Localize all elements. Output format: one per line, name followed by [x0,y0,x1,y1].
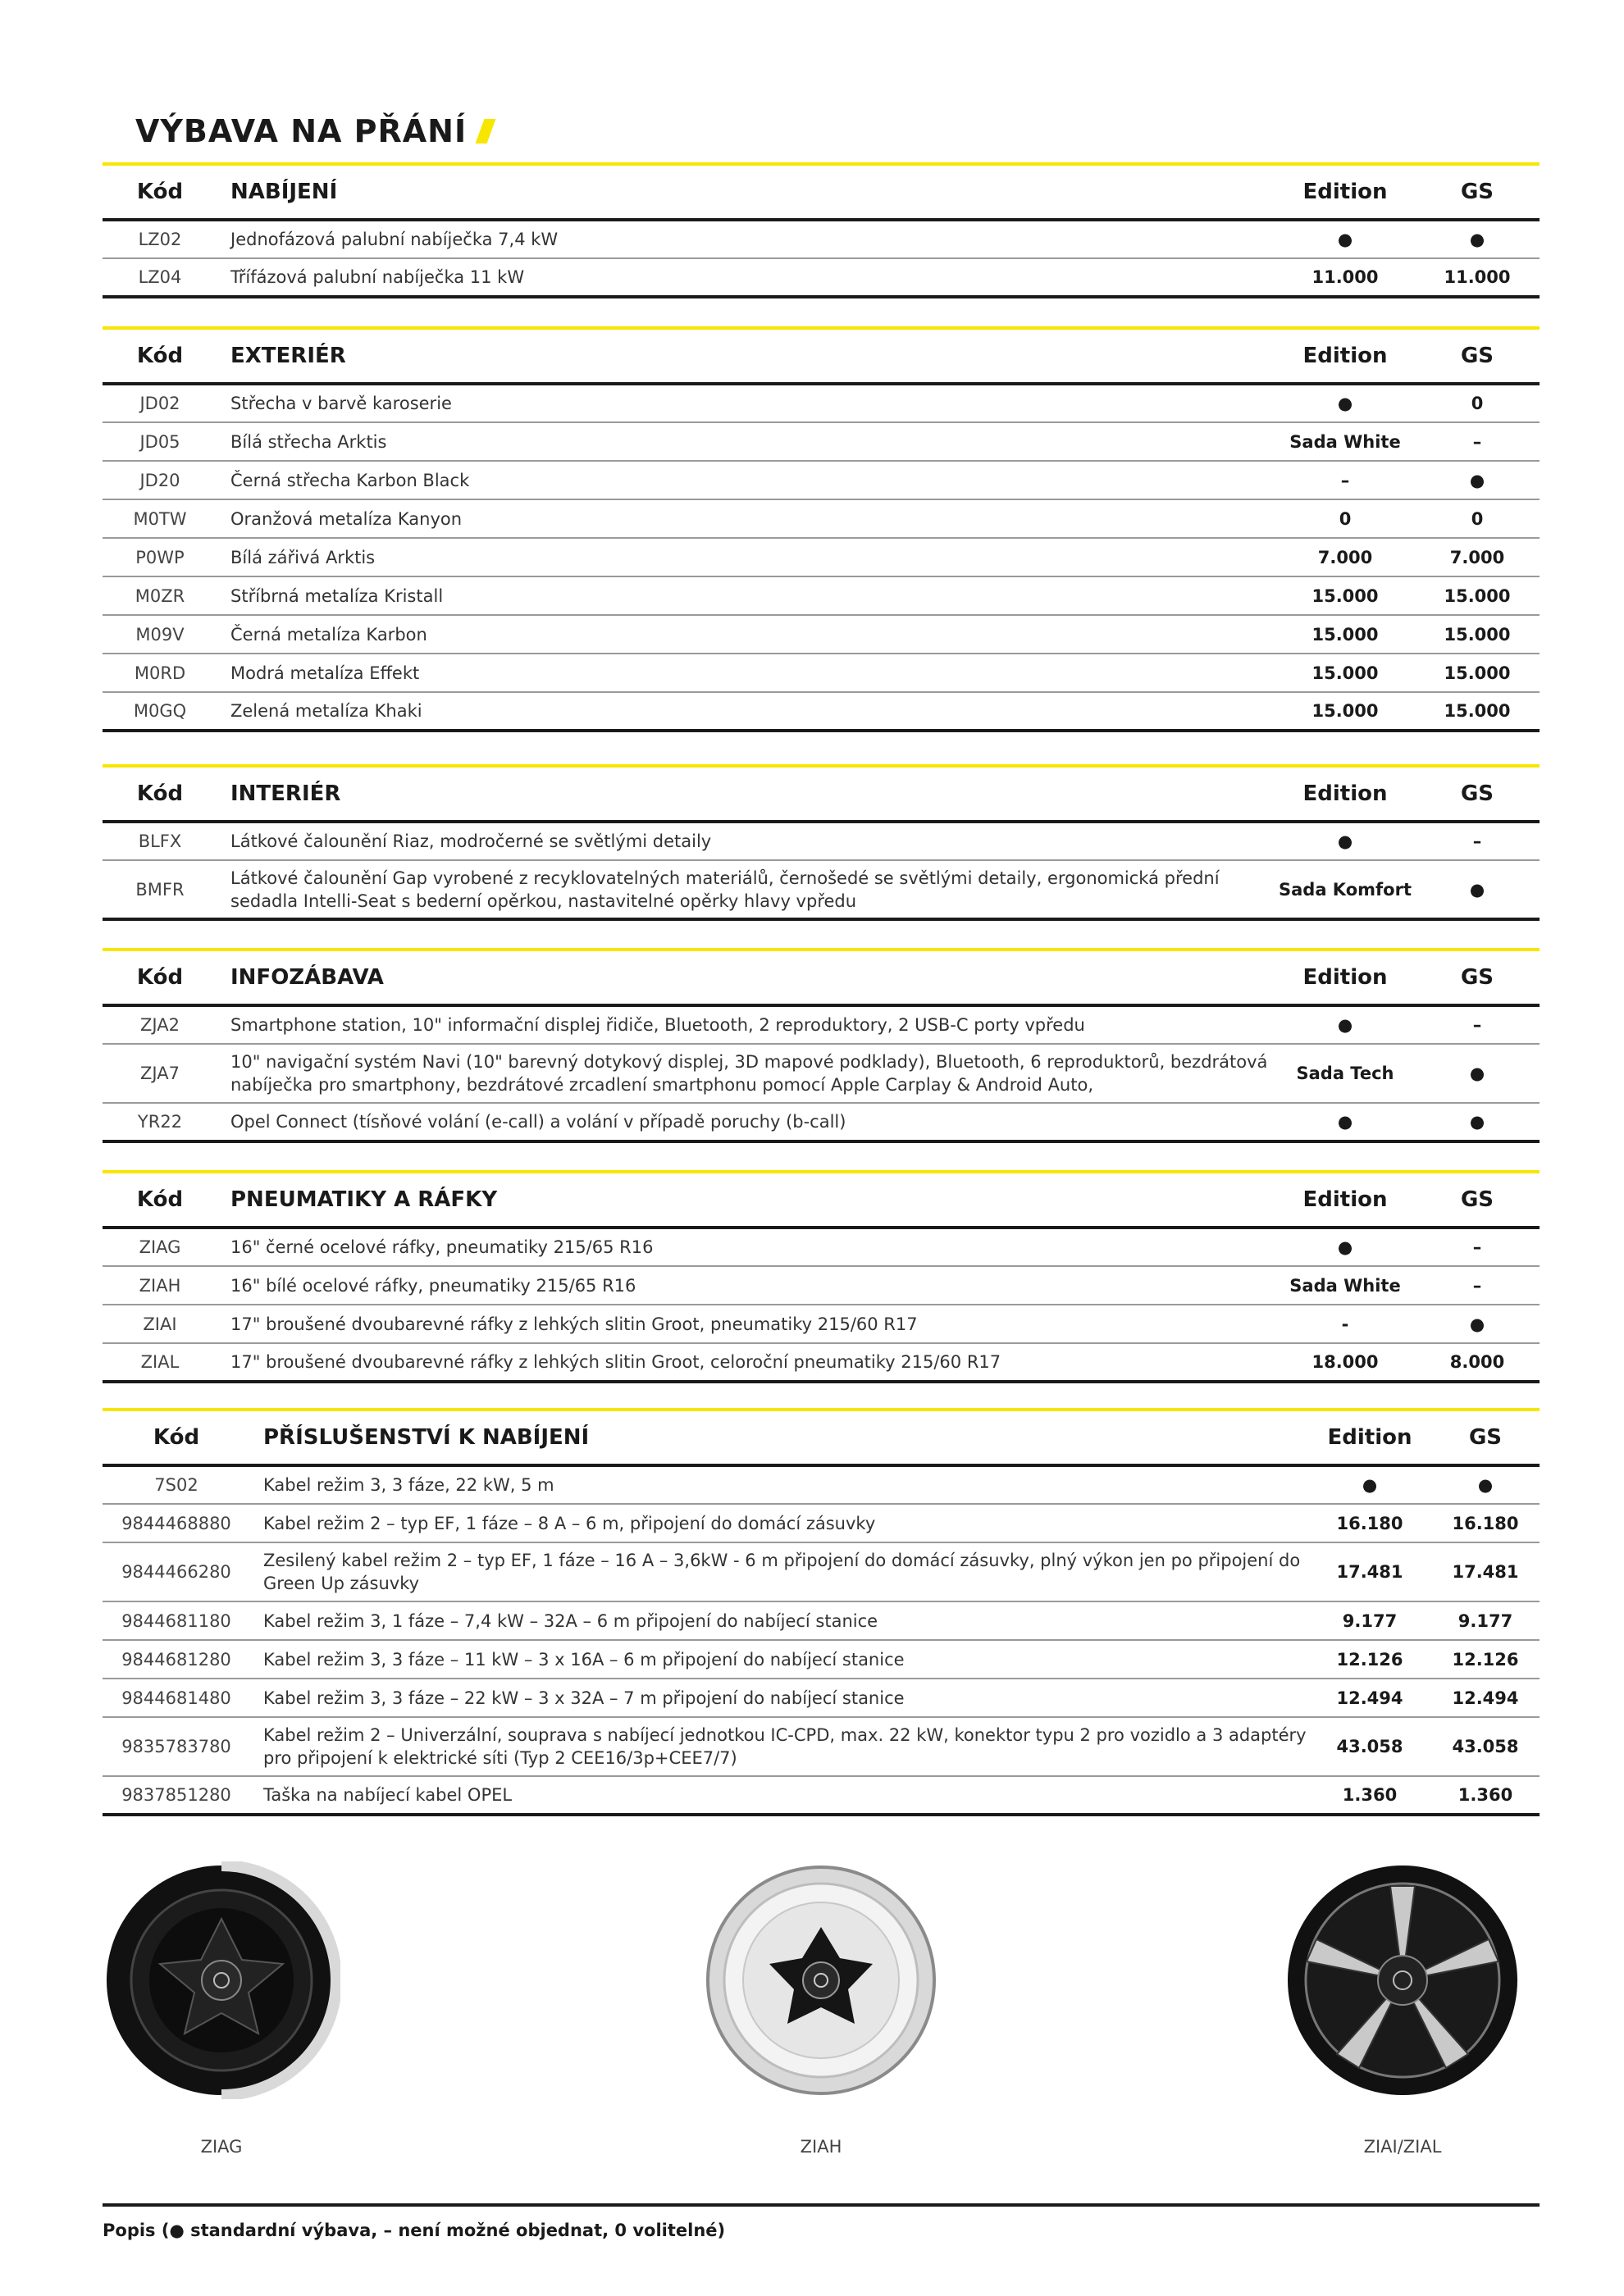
legend-note: Popis (● standardní výbava, – není možné objednat, 0 volitelné) [103,2221,726,2240]
table-row [103,860,1540,919]
gs-value: 0 [1415,499,1540,538]
options-table [103,330,1540,732]
gs-value: ● [1415,1044,1540,1103]
options-table [103,1173,1540,1383]
table-row [103,1103,1540,1141]
gs-value: 9.177 [1431,1601,1540,1640]
edition-value: ● [1275,1228,1415,1266]
gs-value: 15.000 [1415,692,1540,731]
option-code: M0TW [103,499,217,538]
column-header-gs: GS [1415,330,1540,384]
option-code: 9837851280 [103,1776,250,1815]
table-row [103,538,1540,576]
option-description: Bílá zářivá Arktis [217,538,1275,576]
table-row [103,1504,1540,1542]
option-code: M0RD [103,654,217,692]
section-heading: INFOZÁBAVA [217,951,1275,1005]
table-row [103,1343,1540,1382]
column-header-code: Kód [103,166,217,220]
option-description: Kabel režim 3, 1 fáze – 7,4 kW – 32A – 6 m připojení do nabíjecí stanice [250,1601,1308,1640]
wheel-label: ZIAI/ZIAL [1363,2137,1442,2157]
edition-value: 15.000 [1275,692,1415,731]
black-steel-wheel-icon [103,1861,340,2099]
column-header-code: Kód [103,768,217,822]
option-code: 7S02 [103,1465,250,1504]
gs-value: ● [1431,1465,1540,1504]
table-row [103,384,1540,422]
section-prislusenstvi [103,1408,1540,1816]
table-row [103,1640,1540,1679]
option-description: 17" broušené dvoubarevné ráfky z lehkých slitin Groot, celoroční pneumatiky 215/60 R17 [217,1343,1275,1382]
page-title: VÝBAVA NA PŘÁNÍ [135,113,491,149]
option-code: M0ZR [103,576,217,615]
option-code: BMFR [103,860,217,919]
table-header-row [103,166,1540,220]
edition-value: ● [1275,384,1415,422]
column-header-edition: Edition [1308,1411,1431,1465]
column-header-code: Kód [103,951,217,1005]
gs-value: – [1415,1005,1540,1044]
table-row [103,1228,1540,1266]
title-slash-icon [476,119,496,144]
wheel-label: ZIAH [800,2137,842,2157]
section-heading: NABÍJENÍ [217,166,1275,220]
gs-value: 12.494 [1431,1679,1540,1717]
gs-value: ● [1415,461,1540,499]
white-steel-wheel-icon [702,1861,940,2099]
options-table [103,768,1540,921]
edition-value: 9.177 [1308,1601,1431,1640]
table-header-row [103,330,1540,384]
option-description: Opel Connect (tísňové volání (e-call) a volání v případě poruchy (b-call) [217,1103,1275,1141]
column-header-gs: GS [1431,1411,1540,1465]
edition-value: – [1275,461,1415,499]
option-code: JD02 [103,384,217,422]
edition-value: 15.000 [1275,576,1415,615]
column-header-edition: Edition [1275,330,1415,384]
table-header-row [103,1173,1540,1228]
gs-value: – [1415,1266,1540,1305]
gs-value: 17.481 [1431,1542,1540,1601]
table-row [103,1005,1540,1044]
edition-value: - [1275,1305,1415,1343]
option-description: Taška na nabíjecí kabel OPEL [250,1776,1308,1815]
table-header-row [103,951,1540,1005]
option-description: Látkové čalounění Gap vyrobené z recyklovatelných materiálů, černošedé se světlými detaily, ergonomická přední sedadla Intelli-Seat s bederní opěrkou, nastavitelné opěrky hlavy vpředu [217,860,1275,919]
option-code: JD05 [103,422,217,461]
gs-value: ● [1415,1305,1540,1343]
column-header-gs: GS [1415,1173,1540,1228]
options-table [103,1411,1540,1816]
edition-value: ● [1275,220,1415,258]
option-code: 9844466280 [103,1542,250,1601]
section-nabijeni [103,162,1540,298]
column-header-gs: GS [1415,951,1540,1005]
table-header-row [103,768,1540,822]
table-row [103,654,1540,692]
option-description: Třífázová palubní nabíječka 11 kW [217,258,1275,297]
table-row [103,576,1540,615]
option-code: 9844681180 [103,1601,250,1640]
table-row [103,258,1540,297]
edition-value: 12.494 [1308,1679,1431,1717]
edition-value: 17.481 [1308,1542,1431,1601]
table-row [103,1776,1540,1815]
gs-value: 15.000 [1415,654,1540,692]
column-header-edition: Edition [1275,768,1415,822]
edition-value: ● [1275,1103,1415,1141]
table-row [103,1465,1540,1504]
wheel-label: ZIAG [200,2137,243,2157]
table-row [103,1542,1540,1601]
gs-value: – [1415,822,1540,860]
edition-value: 11.000 [1275,258,1415,297]
gs-value: 12.126 [1431,1640,1540,1679]
option-description: 10" navigační systém Navi (10" barevný dotykový displej, 3D mapové podklady), Bluetooth, 6 reproduktorů, bezdrátová nabíječka pro smartphony, bezdrátové zrcadlení smartphonu pomocí Apple Carplay & Android Auto, [217,1044,1275,1103]
table-row [103,220,1540,258]
option-description: Jednofázová palubní nabíječka 7,4 kW [217,220,1275,258]
option-code: ZIAH [103,1266,217,1305]
gs-value: 16.180 [1431,1504,1540,1542]
section-heading: PNEUMATIKY A RÁFKY [217,1173,1275,1228]
option-description: Černá metalíza Karbon [217,615,1275,654]
section-interier [103,764,1540,921]
option-code: M09V [103,615,217,654]
option-description: Kabel režim 3, 3 fáze, 22 kW, 5 m [250,1465,1308,1504]
column-header-gs: GS [1415,768,1540,822]
edition-value: 15.000 [1275,654,1415,692]
gs-value: 11.000 [1415,258,1540,297]
edition-value: Sada Tech [1275,1044,1415,1103]
column-header-edition: Edition [1275,951,1415,1005]
option-code: LZ04 [103,258,217,297]
option-description: Stříbrná metalíza Kristall [217,576,1275,615]
gs-value: ● [1415,1103,1540,1141]
option-code: P0WP [103,538,217,576]
footer-divider [103,2203,1540,2207]
option-code: ZIAG [103,1228,217,1266]
option-description: Černá střecha Karbon Black [217,461,1275,499]
option-description: Kabel režim 3, 3 fáze – 22 kW – 3 x 32A – 7 m připojení do nabíjecí stanice [250,1679,1308,1717]
options-table [103,166,1540,298]
table-row [103,422,1540,461]
wheel-item-ziah [702,1861,940,2157]
option-code: ZIAL [103,1343,217,1382]
edition-value: 15.000 [1275,615,1415,654]
table-row [103,1266,1540,1305]
option-description: Kabel režim 2 – typ EF, 1 fáze – 8 A – 6 m, připojení do domácí zásuvky [250,1504,1308,1542]
table-row [103,692,1540,731]
table-row [103,1601,1540,1640]
gs-value: – [1415,422,1540,461]
option-code: ZIAI [103,1305,217,1343]
options-table [103,951,1540,1143]
table-row [103,1305,1540,1343]
table-row [103,499,1540,538]
edition-value: Sada White [1275,1266,1415,1305]
option-description: Bílá střecha Arktis [217,422,1275,461]
option-description: Kabel režim 2 – Univerzální, souprava s nabíjecí jednotkou IC-CPD, max. 22 kW, konektor typu 2 pro vozidlo a 3 adaptéry pro připojení k elektrické síti (Typ 2 CEE16/3p+CEE7/7) [250,1717,1308,1776]
table-row [103,461,1540,499]
edition-value: 0 [1275,499,1415,538]
edition-value: 18.000 [1275,1343,1415,1382]
option-description: Kabel režim 3, 3 fáze – 11 kW – 3 x 16A – 6 m připojení do nabíjecí stanice [250,1640,1308,1679]
option-description: Střecha v barvě karoserie [217,384,1275,422]
wheel-item-ziai-zial [1284,1861,1521,2157]
edition-value: ● [1275,822,1415,860]
table-row [103,1679,1540,1717]
column-header-code: Kód [103,330,217,384]
column-header-code: Kód [103,1411,250,1465]
wheel-gallery [103,1861,1540,2157]
option-description: 16" černé ocelové ráfky, pneumatiky 215/65 R16 [217,1228,1275,1266]
column-header-gs: GS [1415,166,1540,220]
edition-value: Sada White [1275,422,1415,461]
table-row [103,1717,1540,1776]
table-row [103,822,1540,860]
option-description: Smartphone station, 10" informační displej řidiče, Bluetooth, 2 reproduktory, 2 USB-C porty vpředu [217,1005,1275,1044]
option-code: 9835783780 [103,1717,250,1776]
column-header-code: Kód [103,1173,217,1228]
edition-value: 1.360 [1308,1776,1431,1815]
section-heading: INTERIÉR [217,768,1275,822]
option-code: 9844468880 [103,1504,250,1542]
option-code: 9844681480 [103,1679,250,1717]
gs-value: ● [1415,220,1540,258]
option-description: Oranžová metalíza Kanyon [217,499,1275,538]
gs-value: 43.058 [1431,1717,1540,1776]
option-description: 16" bílé ocelové ráfky, pneumatiky 215/65 R16 [217,1266,1275,1305]
gs-value: 15.000 [1415,576,1540,615]
section-exterier [103,326,1540,732]
option-code: 9844681280 [103,1640,250,1679]
edition-value: 43.058 [1308,1717,1431,1776]
section-heading: PŘÍSLUŠENSTVÍ K NABÍJENÍ [250,1411,1308,1465]
option-code: YR22 [103,1103,217,1141]
section-heading: EXTERIÉR [217,330,1275,384]
edition-value: 12.126 [1308,1640,1431,1679]
option-description: 17" broušené dvoubarevné ráfky z lehkých slitin Groot, pneumatiky 215/60 R17 [217,1305,1275,1343]
option-code: M0GQ [103,692,217,731]
gs-value: ● [1415,860,1540,919]
alloy-wheel-icon [1284,1861,1521,2099]
option-code: ZJA2 [103,1005,217,1044]
edition-value: ● [1308,1465,1431,1504]
table-row [103,615,1540,654]
gs-value: – [1415,1228,1540,1266]
edition-value: 7.000 [1275,538,1415,576]
table-row [103,1044,1540,1103]
option-code: LZ02 [103,220,217,258]
option-description: Látkové čalounění Riaz, modročerné se světlými detaily [217,822,1275,860]
column-header-edition: Edition [1275,1173,1415,1228]
option-description: Zelená metalíza Khaki [217,692,1275,731]
edition-value: ● [1275,1005,1415,1044]
section-infozabava [103,948,1540,1143]
gs-value: 1.360 [1431,1776,1540,1815]
option-description: Modrá metalíza Effekt [217,654,1275,692]
table-header-row [103,1411,1540,1465]
edition-value: Sada Komfort [1275,860,1415,919]
gs-value: 0 [1415,384,1540,422]
option-description: Zesilený kabel režim 2 – typ EF, 1 fáze – 16 A – 3,6kW - 6 m připojení do domácí zásuvky, plný výkon jen po připojení do Green Up zásuvky [250,1542,1308,1601]
option-code: BLFX [103,822,217,860]
edition-value: 16.180 [1308,1504,1431,1542]
gs-value: 7.000 [1415,538,1540,576]
wheel-item-ziag [103,1861,340,2157]
section-pneumatiky [103,1170,1540,1383]
option-code: JD20 [103,461,217,499]
option-code: ZJA7 [103,1044,217,1103]
gs-value: 15.000 [1415,615,1540,654]
gs-value: 8.000 [1415,1343,1540,1382]
column-header-edition: Edition [1275,166,1415,220]
